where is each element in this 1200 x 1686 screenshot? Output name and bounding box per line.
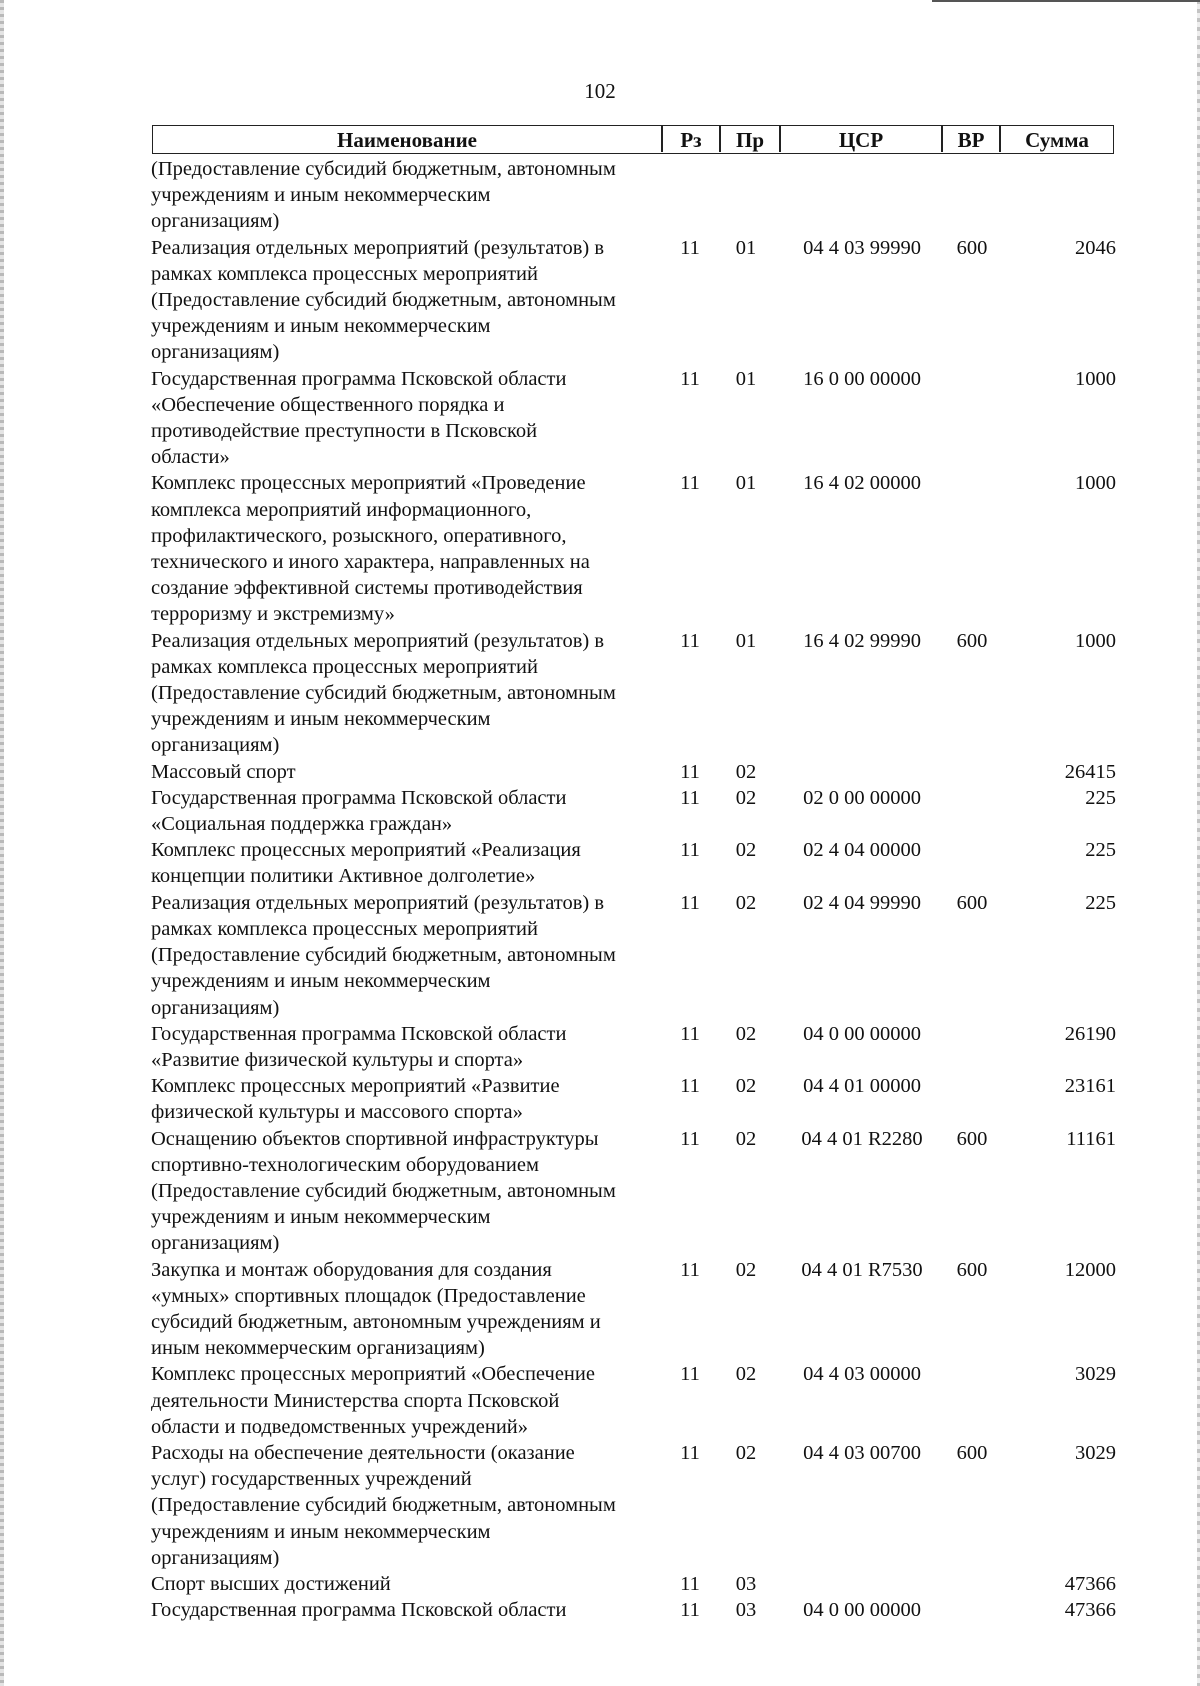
cell-sum: 3029 — [1075, 1363, 1116, 1386]
cell-sum: 225 — [1085, 891, 1116, 914]
cell-rz: 11 — [680, 786, 700, 809]
cell-sum: 12000 — [1064, 1258, 1116, 1281]
cell-csr: 02 0 00 00000 — [803, 786, 921, 809]
cell-sum: 26415 — [1064, 760, 1116, 783]
cell-rz: 11 — [680, 1127, 700, 1150]
cell-pr: 02 — [735, 891, 757, 914]
table-row — [0, 1257, 1200, 1362]
table-row — [0, 235, 1200, 366]
header-vr: ВР — [957, 128, 985, 152]
cell-name: Государственная программа Псковской области «Развитие физической культуры и спорта» — [151, 1022, 567, 1071]
table-row — [0, 759, 1200, 785]
cell-csr: 04 4 01 R2280 — [801, 1127, 923, 1150]
table-body — [0, 156, 1200, 1623]
cell-csr: 16 0 00 00000 — [803, 367, 921, 390]
table-row — [0, 1021, 1200, 1073]
cell-pr: 03 — [735, 1599, 757, 1622]
cell-pr: 02 — [735, 1127, 757, 1150]
cell-rz: 11 — [680, 1363, 700, 1386]
cell-rz: 11 — [680, 1599, 700, 1622]
header-csr: ЦСР — [838, 128, 884, 152]
header-sum: Сумма — [1025, 128, 1089, 152]
cell-pr: 02 — [735, 760, 757, 783]
cell-csr: 04 4 03 99990 — [803, 236, 921, 259]
top-rule — [932, 0, 1200, 2]
cell-pr: 02 — [735, 1441, 757, 1464]
cell-rz: 11 — [680, 1572, 700, 1595]
cell-rz: 11 — [680, 236, 700, 259]
cell-rz: 11 — [680, 891, 700, 914]
cell-pr: 01 — [735, 472, 757, 495]
cell-name: Оснащению объектов спортивной инфраструктуры спортивно-технологическим оборудованием (Предоставление субсидий бюджетным, автономным учреждениям и иным некоммерческим организациям) — [151, 1127, 616, 1255]
cell-name: Реализация отдельных мероприятий (результатов) в рамках комплекса процессных мероприятий (Предоставление субсидий бюджетным, автономным учреждениям и иным некоммерческим организациям) — [151, 236, 616, 364]
cell-pr: 01 — [735, 367, 757, 390]
table-row — [0, 628, 1200, 759]
cell-name: Комплекс процессных мероприятий «Реализация концепции политики Активное долголетие» — [151, 839, 581, 888]
cell-name: (Предоставление субсидий бюджетным, автономным учреждениям и иным некоммерческим организациям) — [151, 158, 616, 233]
cell-csr: 04 4 03 00000 — [803, 1363, 921, 1386]
cell-sum: 23161 — [1064, 1075, 1116, 1098]
cell-sum: 1000 — [1075, 472, 1116, 495]
cell-pr: 02 — [735, 786, 757, 809]
cell-rz: 11 — [680, 1075, 700, 1098]
cell-vr: 600 — [956, 891, 988, 914]
cell-name: Расходы на обеспечение деятельности (оказание услуг) государственных учреждений (Предоставление субсидий бюджетным, автономным учреждениям и иным некоммерческим организациям) — [151, 1441, 616, 1569]
header-rz: Рз — [680, 128, 702, 152]
cell-name: Государственная программа Псковской области «Обеспечение общественного порядка и противодействие преступности в Псковской области» — [151, 367, 567, 469]
cell-name: Реализация отдельных мероприятий (результатов) в рамках комплекса процессных мероприятий (Предоставление субсидий бюджетным, автономным учреждениям и иным некоммерческим организациям) — [151, 629, 616, 757]
cell-rz: 11 — [680, 760, 700, 783]
table-row — [0, 366, 1200, 471]
header-pr: Пр — [735, 128, 764, 152]
cell-rz: 11 — [680, 839, 700, 862]
cell-vr: 600 — [956, 236, 988, 259]
cell-csr: 02 4 04 00000 — [803, 839, 921, 862]
table-row — [0, 837, 1200, 889]
cell-name: Комплекс процессных мероприятий «Развитие физической культуры и массового спорта» — [151, 1075, 560, 1124]
table-row — [0, 1597, 1200, 1623]
cell-sum: 47366 — [1064, 1599, 1116, 1622]
cell-sum: 3029 — [1075, 1441, 1116, 1464]
cell-pr: 02 — [735, 1363, 757, 1386]
cell-pr: 01 — [735, 629, 757, 652]
cell-pr: 01 — [735, 236, 757, 259]
cell-name: Государственная программа Псковской области «Социальная поддержка граждан» — [151, 786, 567, 836]
cell-name: Реализация отдельных мероприятий (результатов) в рамках комплекса процессных мероприятий (Предоставление субсидий бюджетным, автономным учреждениям и иным некоммерческим организациям) — [151, 891, 616, 1019]
cell-name: Комплекс процессных мероприятий «Проведение комплекса мероприятий информационного, профилактического, розыскного, оперативного, технического и иного характера, направленных на создание эффективной системы противодействия терроризму и экстремизму» — [151, 472, 590, 626]
cell-csr: 16 4 02 99990 — [803, 629, 921, 652]
cell-name: Спорт высших достижений — [151, 1572, 391, 1595]
cell-rz: 11 — [680, 367, 700, 390]
cell-sum: 225 — [1085, 786, 1116, 809]
cell-csr: 16 4 02 00000 — [803, 472, 921, 495]
table-header — [152, 125, 1114, 154]
cell-csr: 04 0 00 00000 — [803, 1022, 921, 1045]
table-row — [0, 1571, 1200, 1597]
cell-csr: 04 4 01 R7530 — [801, 1258, 923, 1281]
cell-sum: 1000 — [1075, 629, 1116, 652]
cell-name: Закупка и монтаж оборудования для создания «умных» спортивных площадок (Предоставление субсидий бюджетным, автономным учреждениям и иным некоммерческим организациям) — [151, 1258, 601, 1360]
cell-pr: 02 — [735, 1075, 757, 1098]
cell-rz: 11 — [680, 629, 700, 652]
table-row — [0, 890, 1200, 1021]
cell-vr: 600 — [956, 629, 988, 652]
cell-rz: 11 — [680, 1022, 700, 1045]
table-row — [0, 1073, 1200, 1125]
page-number: 102 — [584, 79, 616, 103]
cell-sum: 225 — [1085, 839, 1116, 862]
cell-name: Массовый спорт — [151, 760, 296, 783]
cell-vr: 600 — [956, 1258, 988, 1281]
cell-name: Государственная программа Псковской области — [151, 1599, 567, 1622]
cell-pr: 02 — [735, 1022, 757, 1045]
table-row — [0, 1126, 1200, 1257]
table-row — [0, 470, 1200, 627]
cell-name: Комплекс процессных мероприятий «Обеспечение деятельности Министерства спорта Псковской области и подведомственных учреждений» — [151, 1363, 595, 1438]
cell-sum: 11161 — [1066, 1127, 1116, 1150]
table-row — [0, 785, 1200, 837]
cell-csr: 04 4 03 00700 — [803, 1441, 921, 1464]
cell-pr: 02 — [735, 839, 757, 862]
cell-sum: 47366 — [1064, 1572, 1116, 1595]
cell-csr: 04 0 00 00000 — [803, 1599, 921, 1622]
header-name: Наименование — [337, 128, 477, 152]
table-row — [0, 1440, 1200, 1571]
cell-sum: 1000 — [1075, 367, 1116, 390]
cell-sum: 2046 — [1075, 236, 1116, 259]
cell-rz: 11 — [680, 1441, 700, 1464]
cell-pr: 03 — [735, 1572, 757, 1595]
cell-rz: 11 — [680, 472, 700, 495]
cell-vr: 600 — [956, 1127, 988, 1150]
table-row — [0, 156, 1200, 235]
cell-pr: 02 — [735, 1258, 757, 1281]
cell-csr: 02 4 04 99990 — [803, 891, 921, 914]
table-row — [0, 1361, 1200, 1440]
cell-rz: 11 — [680, 1258, 700, 1281]
cell-vr: 600 — [956, 1441, 988, 1464]
cell-csr: 04 4 01 00000 — [803, 1075, 921, 1098]
cell-sum: 26190 — [1064, 1022, 1116, 1045]
